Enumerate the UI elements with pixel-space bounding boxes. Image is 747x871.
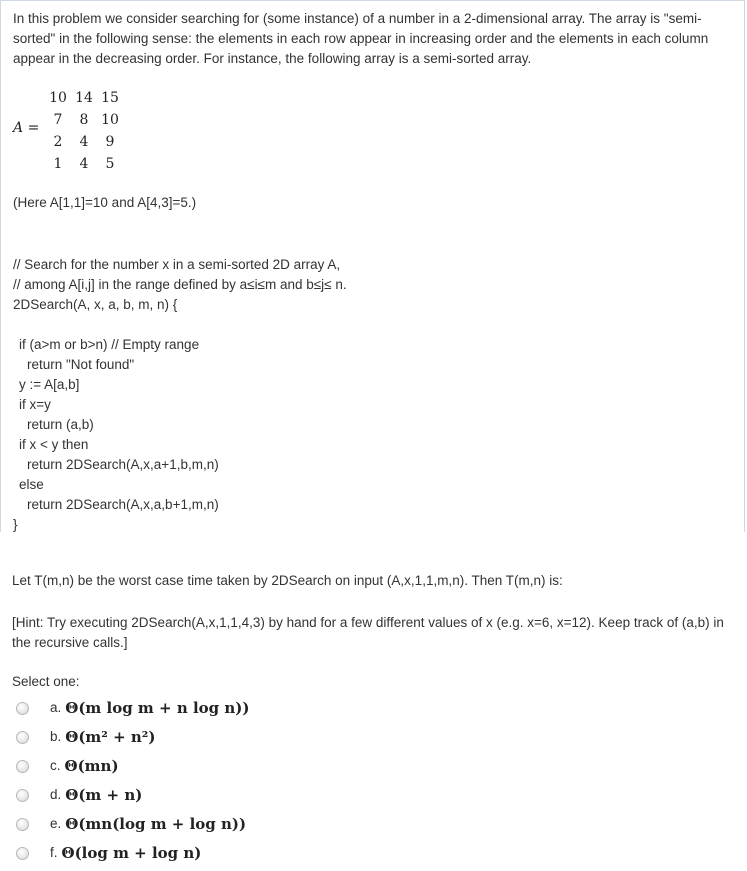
option-letter: b. bbox=[50, 729, 62, 744]
matrix-table bbox=[45, 87, 123, 175]
matrix-cell: 4 bbox=[79, 156, 89, 172]
answer-options bbox=[16, 693, 249, 867]
radio-button[interactable] bbox=[16, 847, 29, 860]
code-line: return (a,b) bbox=[27, 417, 94, 432]
matrix-cell: 10 bbox=[49, 90, 67, 106]
option-letter: c. bbox=[50, 758, 61, 773]
answer-option-c[interactable] bbox=[16, 751, 249, 780]
option-letter: a. bbox=[50, 700, 62, 715]
radio-button[interactable] bbox=[16, 760, 29, 773]
code-line: return 2DSearch(A,x,a,b+1,m,n) bbox=[27, 497, 219, 512]
matrix-row bbox=[45, 109, 123, 131]
code-line: 2DSearch(A, x, a, b, m, n) { bbox=[13, 297, 178, 312]
code-line: if (a>m or b>n) // Empty range bbox=[19, 337, 200, 352]
matrix-cell: 1 bbox=[53, 156, 63, 172]
matrix-row bbox=[45, 131, 123, 153]
answer-option-e[interactable] bbox=[16, 809, 249, 838]
answer-option-b[interactable] bbox=[16, 722, 249, 751]
pseudocode-block bbox=[13, 255, 347, 535]
code-line: } bbox=[13, 517, 18, 532]
matrix-cell: 14 bbox=[75, 90, 93, 106]
code-line: if x=y bbox=[19, 397, 51, 412]
radio-button[interactable] bbox=[16, 731, 29, 744]
option-formula: Θ(log m + log n) bbox=[61, 843, 202, 862]
option-formula: Θ(m log m + n log n)) bbox=[65, 698, 250, 717]
option-formula: Θ(m + n) bbox=[65, 785, 143, 804]
problem-intro: In this problem we consider searching for (some instance) of a number in a 2-dimensional array. The array is "semi-sorted" in the following sense: the elements in each row appear in increasing order and the elements in each column appear in the decreasing order. For instance, the following array is a semi-sorted array. bbox=[13, 11, 709, 66]
hint-text: [Hint: Try executing 2DSearch(A,x,1,1,4,3) by hand for a few different values of x (e.g. x=6, x=12). Keep track of (a,b) in the recursive calls.] bbox=[12, 615, 724, 650]
answer-option-f[interactable] bbox=[16, 838, 249, 867]
matrix-cell: 9 bbox=[105, 134, 115, 150]
matrix-cell: 2 bbox=[53, 134, 63, 150]
matrix-row bbox=[45, 153, 123, 175]
code-line bbox=[13, 315, 347, 335]
radio-button[interactable] bbox=[16, 702, 29, 715]
radio-button[interactable] bbox=[16, 818, 29, 831]
matrix-cell: 5 bbox=[105, 156, 115, 172]
answer-option-a[interactable] bbox=[16, 693, 249, 722]
code-line: y := A[a,b] bbox=[19, 377, 80, 392]
matrix-cell: 15 bbox=[101, 90, 119, 106]
option-formula: Θ(m² + n²) bbox=[65, 727, 156, 746]
matrix-label: A = bbox=[13, 120, 40, 136]
option-letter: f. bbox=[50, 845, 58, 860]
select-one-label: Select one: bbox=[12, 674, 80, 689]
option-letter: e. bbox=[50, 816, 62, 831]
option-formula: Θ(mn) bbox=[64, 756, 119, 775]
matrix-cell: 10 bbox=[101, 112, 119, 128]
matrix-row bbox=[45, 87, 123, 109]
matrix-cell: 8 bbox=[79, 112, 89, 128]
matrix-cell: 7 bbox=[53, 112, 63, 128]
question-prompt: Let T(m,n) be the worst case time taken by 2DSearch on input (A,x,1,1,m,n). Then T(m,n) is: bbox=[12, 573, 563, 588]
code-line: // among A[i,j] in the range defined by a≤i≤m and b≤j≤ n. bbox=[13, 277, 347, 292]
code-line: else bbox=[19, 477, 44, 492]
option-letter: d. bbox=[50, 787, 62, 802]
code-line: return "Not found" bbox=[27, 357, 135, 372]
code-line: return 2DSearch(A,x,a+1,b,m,n) bbox=[27, 457, 219, 472]
code-line: if x < y then bbox=[19, 437, 89, 452]
matrix-cell: 4 bbox=[79, 134, 89, 150]
index-note: (Here A[1,1]=10 and A[4,3]=5.) bbox=[13, 195, 197, 210]
answer-option-d[interactable] bbox=[16, 780, 249, 809]
code-line: // Search for the number x in a semi-sorted 2D array A, bbox=[13, 257, 341, 272]
radio-button[interactable] bbox=[16, 789, 29, 802]
option-formula: Θ(mn(log m + log n)) bbox=[65, 814, 247, 833]
